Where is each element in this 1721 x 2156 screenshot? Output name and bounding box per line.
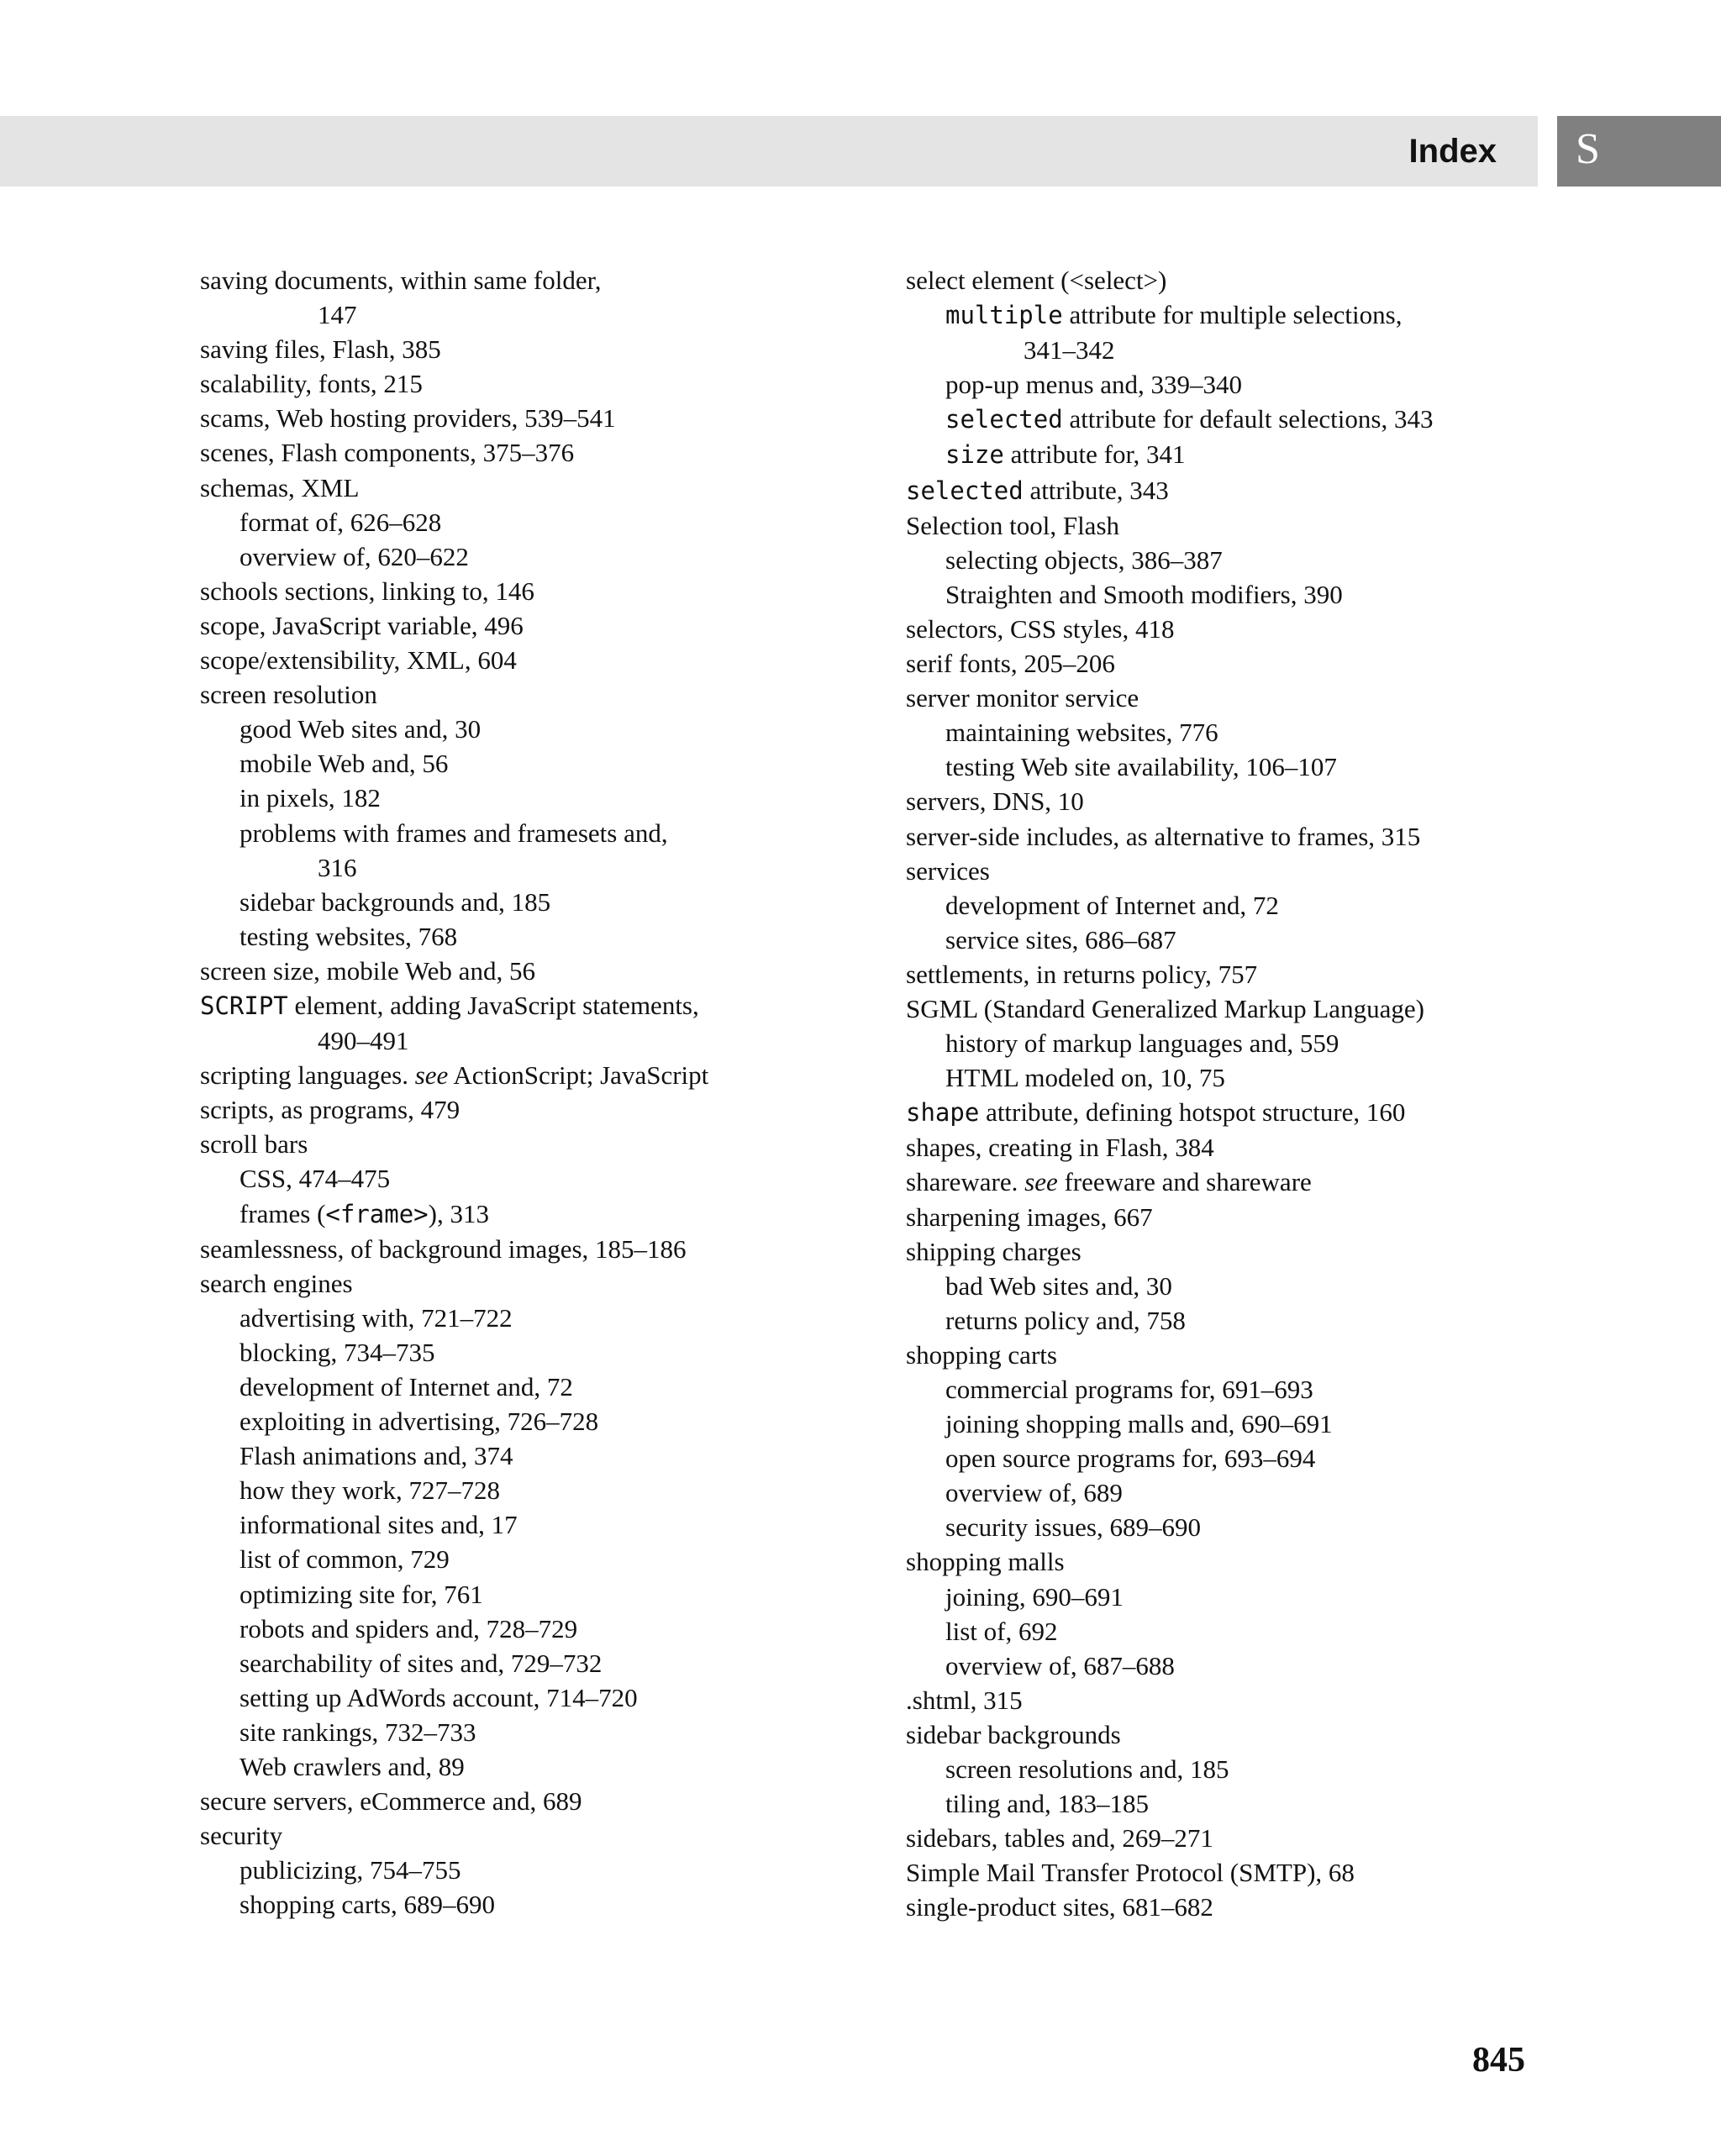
entry-text: how they work, 727–728 [239, 1475, 500, 1506]
entry-text: shopping carts [906, 1339, 1057, 1370]
index-subentry [906, 1786, 1561, 1821]
index-entry [200, 471, 780, 505]
entry-text: development of Internet and, 72 [239, 1372, 573, 1401]
entry-text: sharpening images, 667 [906, 1202, 1153, 1232]
index-subentry [200, 1680, 780, 1715]
index-subentry [200, 712, 780, 746]
entry-text: schemas, XML [200, 472, 360, 502]
index-entry [200, 366, 780, 401]
index-entry [906, 1234, 1561, 1269]
entry-text: overview of, 620–622 [239, 541, 469, 571]
entry-text: robots and spiders and, 728–729 [239, 1613, 578, 1643]
entry-text: selectors, CSS styles, 418 [906, 613, 1175, 644]
entry-continuation: 490–491 [318, 1026, 409, 1056]
index-subentry [200, 781, 780, 815]
index-subentry [200, 1853, 780, 1887]
entry-text: scope, JavaScript variable, 496 [200, 610, 524, 640]
entry-text: optimizing site for, 761 [239, 1579, 483, 1609]
section-letter: S [1576, 125, 1600, 173]
index-entry [906, 1717, 1561, 1752]
entry-text: maintaining websites, 776 [945, 718, 1218, 748]
entry-text: pop-up menus and, 339–340 [945, 370, 1243, 400]
index-subentry [200, 746, 780, 781]
entry-text: sidebar backgrounds [906, 1719, 1121, 1749]
entry-text: joining, 690–691 [945, 1581, 1124, 1612]
entry-text: serif fonts, 205–206 [906, 649, 1115, 679]
entry-text: exploiting in advertising, 726–728 [239, 1407, 599, 1437]
index-subentry [200, 885, 780, 919]
index-subentry [200, 1473, 780, 1507]
entry-text: sidebar backgrounds and, 185 [239, 886, 551, 917]
entry-text: problems with frames and framesets and, [239, 818, 668, 848]
entry-text: selecting objects, 386–387 [945, 544, 1223, 575]
index-subentry [200, 1507, 780, 1542]
entry-text: shopping malls [906, 1547, 1065, 1577]
index-subentry [200, 816, 780, 885]
index-subentry [200, 1335, 780, 1370]
index-subentry [906, 437, 1561, 472]
entry-text: screen size, mobile Web and, 56 [200, 955, 535, 986]
index-subentry [906, 1026, 1561, 1060]
index-entry [906, 1095, 1561, 1130]
index-subentry [200, 1404, 780, 1438]
index-subentry [906, 1407, 1561, 1441]
page-number: 845 [1472, 2041, 1525, 2080]
section-letter-tab [1557, 116, 1721, 187]
index-entry [200, 1784, 780, 1818]
entry-text: shapes, creating in Flash, 384 [906, 1133, 1214, 1163]
index-entry [200, 263, 780, 332]
index-entry [906, 1544, 1561, 1579]
index-subentry [200, 1542, 780, 1576]
index-entry [200, 332, 780, 366]
index-subentry [906, 402, 1561, 437]
index-subentry [906, 1752, 1561, 1786]
entry-text: attribute, 343 [1023, 475, 1169, 505]
index-entry [906, 646, 1561, 681]
entry-text: scenes, Flash components, 375–376 [200, 438, 575, 468]
index-subentry [200, 1749, 780, 1784]
index-subentry [906, 367, 1561, 402]
entry-text: sidebars, tables and, 269–271 [906, 1823, 1213, 1854]
index-subentry [200, 1612, 780, 1646]
entry-text: CSS, 474–475 [239, 1164, 391, 1194]
entry-text: schools sections, linking to, 146 [200, 576, 534, 606]
entry-text: good Web sites and, 30 [239, 714, 482, 744]
code-term: selected [906, 476, 1024, 505]
entry-text: tiling and, 183–185 [945, 1789, 1149, 1819]
entry-text: screen resolution [200, 680, 377, 710]
index-subentry [200, 539, 780, 574]
entry-text: list of common, 729 [239, 1544, 450, 1575]
index-entry [906, 784, 1561, 818]
entry-text: .shtml, 315 [906, 1685, 1023, 1715]
entry-text: attribute for default selections, 343 [1062, 404, 1434, 434]
index-entry [906, 681, 1561, 715]
entry-text: HTML modeled on, 10, 75 [945, 1063, 1225, 1093]
index-entry [906, 957, 1561, 991]
index-column-right [906, 263, 1561, 1925]
index-entry [906, 1338, 1561, 1372]
entry-text: shareware. [906, 1167, 1025, 1197]
index-subentry [906, 1269, 1561, 1303]
index-entry [906, 1855, 1561, 1890]
entry-text: format of, 626–628 [239, 507, 442, 537]
entry-text: security [200, 1821, 283, 1851]
index-subentry [200, 1577, 780, 1612]
code-term: size [945, 440, 1004, 470]
code-term: multiple [945, 301, 1063, 330]
entry-text: settlements, in returns policy, 757 [906, 959, 1258, 989]
entry-text: seamlessness, of background images, 185–186 [200, 1233, 687, 1264]
entry-text: attribute, defining hotspot structure, 160 [979, 1097, 1406, 1128]
entry-text: joining shopping malls and, 690–691 [945, 1409, 1333, 1439]
entry-text: saving documents, within same folder, [200, 266, 602, 295]
index-entry [200, 401, 780, 435]
index-subentry [200, 1715, 780, 1749]
see-reference: see [1024, 1167, 1058, 1197]
entry-text: scripting languages. [200, 1060, 415, 1091]
entry-text: Straighten and Smooth modifiers, 390 [945, 579, 1343, 609]
index-subentry [906, 1649, 1561, 1683]
index-entry [906, 263, 1561, 297]
entry-text: Selection tool, Flash [906, 510, 1120, 540]
index-subentry [200, 1370, 780, 1404]
entry-text: attribute for multiple selections, [1062, 300, 1403, 330]
entry-text: scams, Web hosting providers, 539–541 [200, 403, 616, 434]
see-reference: see [414, 1060, 449, 1091]
index-entry [906, 819, 1561, 854]
index-entry [200, 1092, 780, 1127]
entry-text: scripts, as programs, 479 [200, 1095, 461, 1125]
index-entry [906, 991, 1561, 1026]
entry-text: overview of, 689 [945, 1478, 1123, 1508]
code-term: shape [906, 1098, 980, 1128]
entry-text: setting up AdWords account, 714–720 [239, 1682, 638, 1712]
index-subentry [906, 923, 1561, 957]
entry-text: search engines [200, 1268, 353, 1298]
index-subentry [200, 919, 780, 954]
entry-text: commercial programs for, 691–693 [945, 1375, 1313, 1404]
index-column-left [200, 263, 780, 1922]
index-entry [200, 1058, 780, 1092]
index-entry [200, 1818, 780, 1853]
entry-text: server monitor service [906, 683, 1139, 713]
entry-text: screen resolutions and, 185 [945, 1754, 1229, 1785]
index-subentry [906, 543, 1561, 577]
header-band [0, 116, 1538, 187]
index-subentry [906, 1510, 1561, 1544]
index-entry [906, 1890, 1561, 1924]
entry-text: advertising with, 721–722 [239, 1302, 513, 1333]
entry-text: freeware and shareware [1057, 1167, 1312, 1197]
entry-text: service sites, 686–687 [945, 924, 1176, 954]
entry-text: testing websites, 768 [239, 921, 458, 951]
index-subentry [906, 1303, 1561, 1338]
entry-continuation: 341–342 [1024, 335, 1115, 365]
entry-text: SGML (Standard Generalized Markup Language) [906, 993, 1424, 1023]
index-subentry [906, 1475, 1561, 1510]
entry-text: returns policy and, 758 [945, 1305, 1186, 1335]
index-entry [906, 1821, 1561, 1855]
index-entry [200, 1232, 780, 1266]
entry-text: services [906, 855, 990, 886]
entry-text: servers, DNS, 10 [906, 786, 1084, 817]
index-entry [200, 608, 780, 643]
index-entry [906, 1165, 1561, 1199]
index-entry [200, 1266, 780, 1301]
code-term: <frame> [325, 1199, 429, 1228]
entry-text: scope/extensibility, XML, 604 [200, 645, 517, 676]
index-subentry [906, 1372, 1561, 1407]
entry-text: Web crawlers and, 89 [239, 1752, 465, 1782]
entry-text: Flash animations and, 374 [239, 1441, 513, 1471]
index-subentry [906, 888, 1561, 923]
index-subentry [906, 577, 1561, 612]
index-subentry [200, 1646, 780, 1680]
index-subentry [200, 505, 780, 539]
index-entry [906, 1130, 1561, 1165]
entry-text: testing Web site availability, 106–107 [945, 752, 1337, 782]
entry-text: development of Internet and, 72 [945, 890, 1279, 920]
index-entry [906, 1683, 1561, 1717]
index-subentry [200, 1301, 780, 1335]
entry-text: blocking, 734–735 [239, 1337, 435, 1367]
index-entry [200, 954, 780, 988]
code-term: selected [945, 405, 1063, 434]
entry-continuation: 147 [318, 300, 357, 330]
index-entry [200, 435, 780, 470]
entry-text: frames ( [239, 1198, 326, 1228]
entry-text: publicizing, 754–755 [239, 1855, 461, 1885]
index-subentry [906, 1580, 1561, 1614]
entry-text: secure servers, eCommerce and, 689 [200, 1786, 582, 1817]
entry-text: scroll bars [200, 1129, 308, 1160]
entry-text: shipping charges [906, 1236, 1082, 1266]
entry-text: searchability of sites and, 729–732 [239, 1648, 603, 1678]
index-entry [906, 508, 1561, 543]
entry-text: in pixels, 182 [239, 783, 381, 813]
index-subentry [200, 1887, 780, 1922]
code-term: SCRIPT [200, 991, 288, 1020]
entry-text: select element (<select>) [906, 266, 1167, 295]
index-subentry [906, 749, 1561, 784]
index-subentry [906, 1441, 1561, 1475]
entry-text: single-product sites, 681–682 [906, 1892, 1213, 1922]
entry-text: informational sites and, 17 [239, 1510, 518, 1540]
entry-text: site rankings, 732–733 [239, 1717, 476, 1747]
index-subentry [200, 1438, 780, 1473]
entry-text: attribute for, 341 [1003, 439, 1186, 470]
index-entry [906, 473, 1561, 508]
index-subentry [906, 297, 1561, 367]
index-entry [200, 1127, 780, 1161]
entry-text: bad Web sites and, 30 [945, 1270, 1172, 1301]
entry-text: shopping carts, 689–690 [239, 1890, 495, 1920]
running-header-title: Index [1408, 133, 1497, 170]
index-subentry [906, 1614, 1561, 1649]
index-subentry [906, 1060, 1561, 1095]
entry-text: overview of, 687–688 [945, 1650, 1175, 1680]
index-entry [200, 988, 780, 1058]
entry-continuation: 316 [318, 852, 357, 882]
entry-text: ActionScript; JavaScript [448, 1060, 709, 1091]
entry-text: security issues, 689–690 [945, 1512, 1201, 1543]
index-entry [906, 612, 1561, 646]
index-entry [200, 677, 780, 712]
entry-text: open source programs for, 693–694 [945, 1443, 1316, 1474]
entry-text: element, adding JavaScript statements, [287, 990, 699, 1020]
index-subentry [906, 715, 1561, 749]
index-entry [906, 1200, 1561, 1234]
index-subentry [200, 1196, 780, 1232]
index-entry [906, 854, 1561, 888]
entry-text: scalability, fonts, 215 [200, 369, 423, 399]
entry-text: saving files, Flash, 385 [200, 334, 441, 365]
entry-text: mobile Web and, 56 [239, 749, 449, 779]
entry-text: list of, 692 [945, 1616, 1058, 1646]
entry-text: server-side includes, as alternative to frames, 315 [906, 821, 1421, 851]
entry-text: Simple Mail Transfer Protocol (SMTP), 68 [906, 1858, 1355, 1888]
index-entry [200, 574, 780, 608]
index-entry [200, 643, 780, 677]
index-subentry [200, 1161, 780, 1196]
entry-text: ), 313 [428, 1198, 489, 1228]
entry-text: history of markup languages and, 559 [945, 1028, 1339, 1059]
